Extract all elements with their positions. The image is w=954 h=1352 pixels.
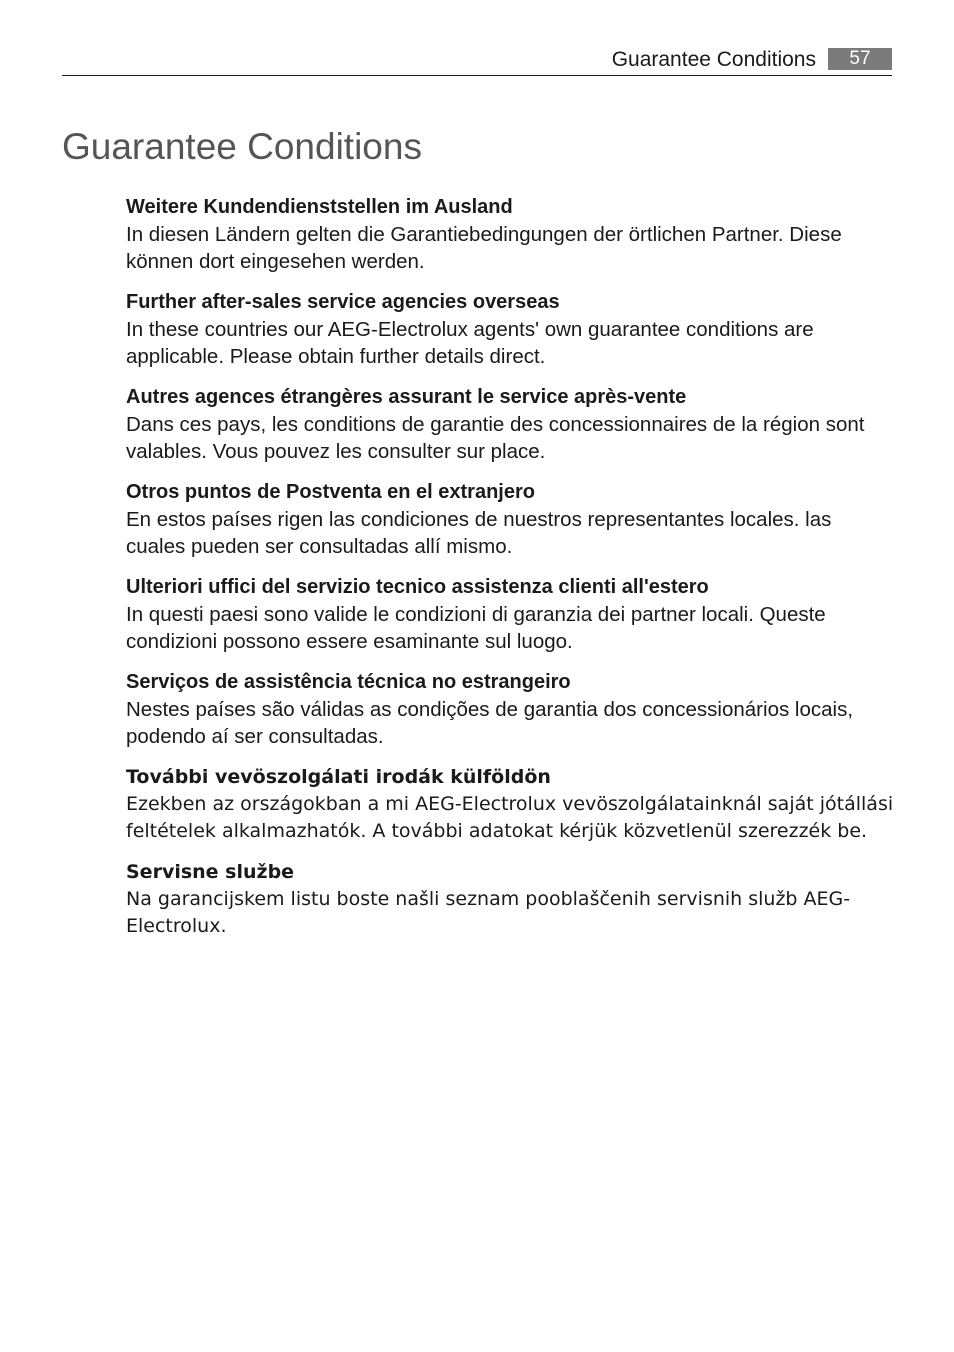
section-french xyxy=(126,384,896,465)
section-heading: További vevöszolgálati irodák külföldön xyxy=(126,766,551,788)
section-body: En estos países rigen las condiciones de nuestros representantes locales. las cuales pueden ser consultadas allí mismo. xyxy=(126,508,832,558)
section-body: In questi paesi sono valide le condizioni di garanzia dei partner locali. Queste condizioni possono essere esaminante sul luogo. xyxy=(126,603,826,653)
section-heading: Otros puntos de Postventa en el extranjero xyxy=(126,481,535,503)
section-heading: Servisne službe xyxy=(126,861,295,883)
section-body: Ezekben az országokban a mi AEG-Electrolux vevöszolgálatainknál saját jótállási feltételek alkalmazhatók. A további adatokat kérjük közvetlenül szerezzék be. xyxy=(126,793,894,842)
section-body: In these countries our AEG-Electrolux agents' own guarantee conditions are applicable. Please obtain further details direct. xyxy=(126,318,814,368)
running-header-title: Guarantee Conditions xyxy=(611,48,816,71)
running-header xyxy=(62,44,892,76)
section-heading: Ulteriori uffici del servizio tecnico assistenza clienti all'estero xyxy=(126,576,709,598)
guarantee-sections xyxy=(126,194,896,954)
section-english xyxy=(126,289,896,370)
section-body: In diesen Ländern gelten die Garantiebedingungen der örtlichen Partner. Diese können dort eingesehen werden. xyxy=(126,223,842,273)
page-number: 57 xyxy=(828,48,892,70)
section-hungarian xyxy=(126,764,896,845)
section-german xyxy=(126,194,896,275)
section-body: Dans ces pays, les conditions de garantie des concessionnaires de la région sont valables. Vous pouvez les consulter sur place. xyxy=(126,413,865,463)
section-heading: Weitere Kundendienststellen im Ausland xyxy=(126,196,513,218)
section-heading: Autres agences étrangères assurant le service après-vente xyxy=(126,386,687,408)
section-portuguese xyxy=(126,669,896,750)
section-italian xyxy=(126,574,896,655)
page-title: Guarantee Conditions xyxy=(62,126,422,167)
section-spanish xyxy=(126,479,896,560)
section-heading: Serviços de assistência técnica no estrangeiro xyxy=(126,671,571,693)
section-body: Na garancijskem listu boste našli seznam pooblaščenih servisnih služb AEG-Electrolux. xyxy=(126,888,851,937)
section-slovenian xyxy=(126,859,896,940)
section-body: Nestes países são válidas as condições de garantia dos concessionários locais, podendo aí ser consultadas. xyxy=(126,698,854,748)
section-heading: Further after-sales service agencies overseas xyxy=(126,291,560,313)
